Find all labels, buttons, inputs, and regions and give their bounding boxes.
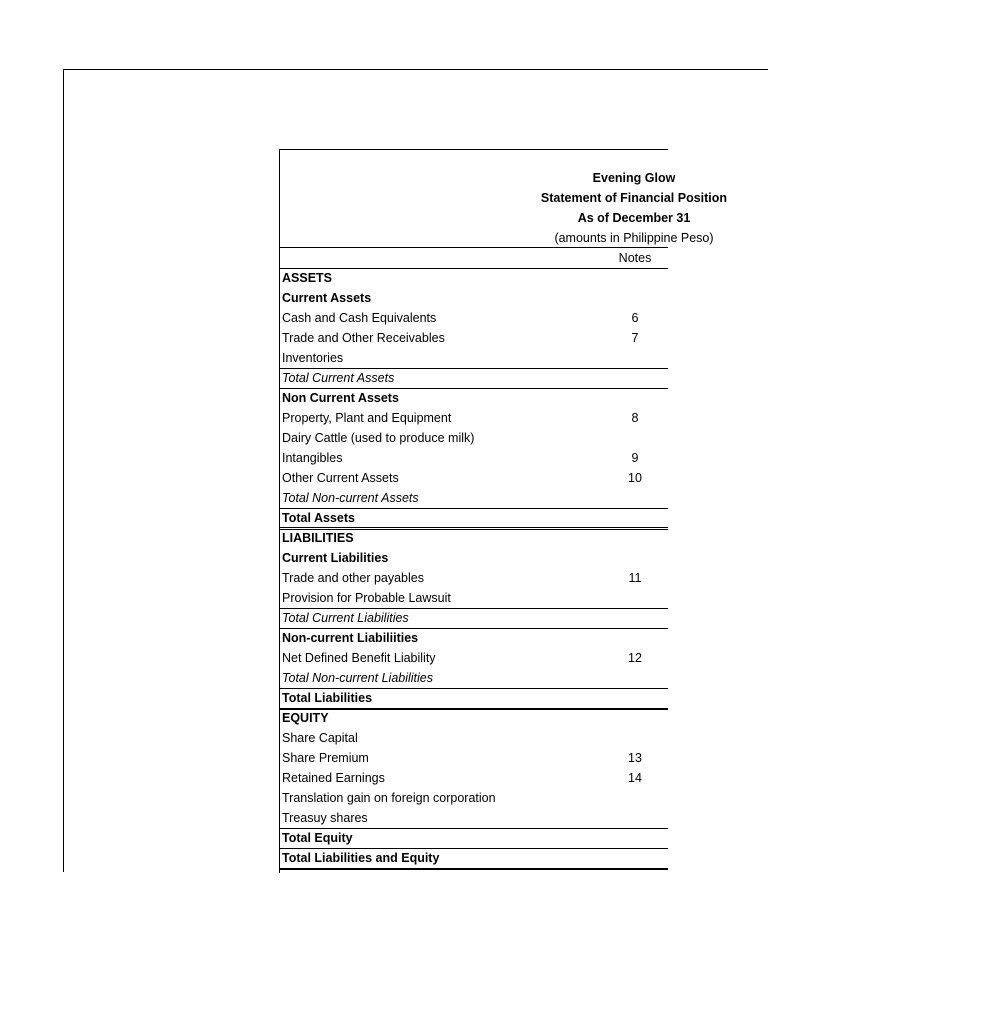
row-label: Total Equity xyxy=(282,831,353,845)
row-label: Inventories xyxy=(282,351,344,365)
row-label: Property, Plant and Equipment xyxy=(282,411,452,425)
table-row xyxy=(280,628,668,648)
row-label: EQUITY xyxy=(282,711,329,725)
table-row xyxy=(280,728,668,748)
row-note: 11 xyxy=(628,571,642,585)
row-label: Other Current Assets xyxy=(282,471,399,485)
statement-title: Statement of Financial Position xyxy=(540,191,728,205)
row-note: 10 xyxy=(628,471,642,485)
row-label: Net Defined Benefit Liability xyxy=(282,651,436,665)
table-bottom-rule xyxy=(280,868,668,870)
row-note: 9 xyxy=(631,451,639,465)
table-row xyxy=(280,848,668,868)
row-note: 14 xyxy=(628,771,642,785)
table-row xyxy=(280,488,668,508)
table-row xyxy=(280,828,668,848)
table-row xyxy=(280,328,668,348)
row-label: Share Capital xyxy=(282,731,358,745)
table-row xyxy=(280,548,668,568)
row-label: ASSETS xyxy=(282,271,333,285)
table-row xyxy=(280,268,668,288)
row-note: 6 xyxy=(631,311,639,325)
row-note: 12 xyxy=(628,651,642,665)
table-row xyxy=(280,668,668,688)
row-label: Non Current Assets xyxy=(282,391,399,405)
row-label: Current Liabilities xyxy=(282,551,389,565)
row-note: 7 xyxy=(631,331,639,345)
table-row xyxy=(280,508,668,528)
table-row xyxy=(280,528,668,548)
table-row xyxy=(280,688,668,708)
row-label: LIABILITIES xyxy=(282,531,354,545)
table-row xyxy=(280,428,668,448)
table-row xyxy=(280,768,668,788)
row-note: 13 xyxy=(628,751,642,765)
notes-column-header: Notes xyxy=(618,251,652,265)
table-row xyxy=(280,588,668,608)
company-name: Evening Glow xyxy=(592,171,676,185)
row-label: Total Non-current Assets xyxy=(282,491,419,505)
table-row xyxy=(280,408,668,428)
row-note: 8 xyxy=(631,411,639,425)
currency-note: (amounts in Philippine Peso) xyxy=(554,231,714,245)
table-row xyxy=(280,608,668,628)
row-label: Total Current Liabilities xyxy=(282,611,409,625)
row-label: Total Liabilities and Equity xyxy=(282,851,440,865)
row-label: Current Assets xyxy=(282,291,372,305)
table-row xyxy=(280,348,668,368)
table-row xyxy=(280,448,668,468)
row-label: Total Current Assets xyxy=(282,371,395,385)
row-label: Share Premium xyxy=(282,751,369,765)
row-label: Non-current Liabiliities xyxy=(282,631,419,645)
row-label: Total Liabilities xyxy=(282,691,373,705)
table-row xyxy=(280,468,668,488)
table-row xyxy=(280,808,668,828)
table-row xyxy=(280,748,668,768)
row-label: Translation gain on foreign corporation xyxy=(282,791,496,805)
row-label: Intangibles xyxy=(282,451,343,465)
row-label: Dairy Cattle (used to produce milk) xyxy=(282,431,475,445)
row-label: Trade and other payables xyxy=(282,571,424,585)
row-label: Retained Earnings xyxy=(282,771,385,785)
table-row xyxy=(280,308,668,328)
table-row xyxy=(280,288,668,308)
table-row xyxy=(280,788,668,808)
row-label: Treasuy shares xyxy=(282,811,368,825)
financial-statement-table xyxy=(279,149,728,873)
row-label: Cash and Cash Equivalents xyxy=(282,311,437,325)
statement-date: As of December 31 xyxy=(577,211,691,225)
table-row xyxy=(280,648,668,668)
table-row xyxy=(280,708,668,728)
table-row xyxy=(280,368,668,388)
row-label: Total Non-current Liabilities xyxy=(282,671,434,685)
table-row xyxy=(280,568,668,588)
row-label: Provision for Probable Lawsuit xyxy=(282,591,451,605)
row-label: Total Assets xyxy=(282,511,355,525)
table-row xyxy=(280,388,668,408)
row-label: Trade and Other Receivables xyxy=(282,331,445,345)
